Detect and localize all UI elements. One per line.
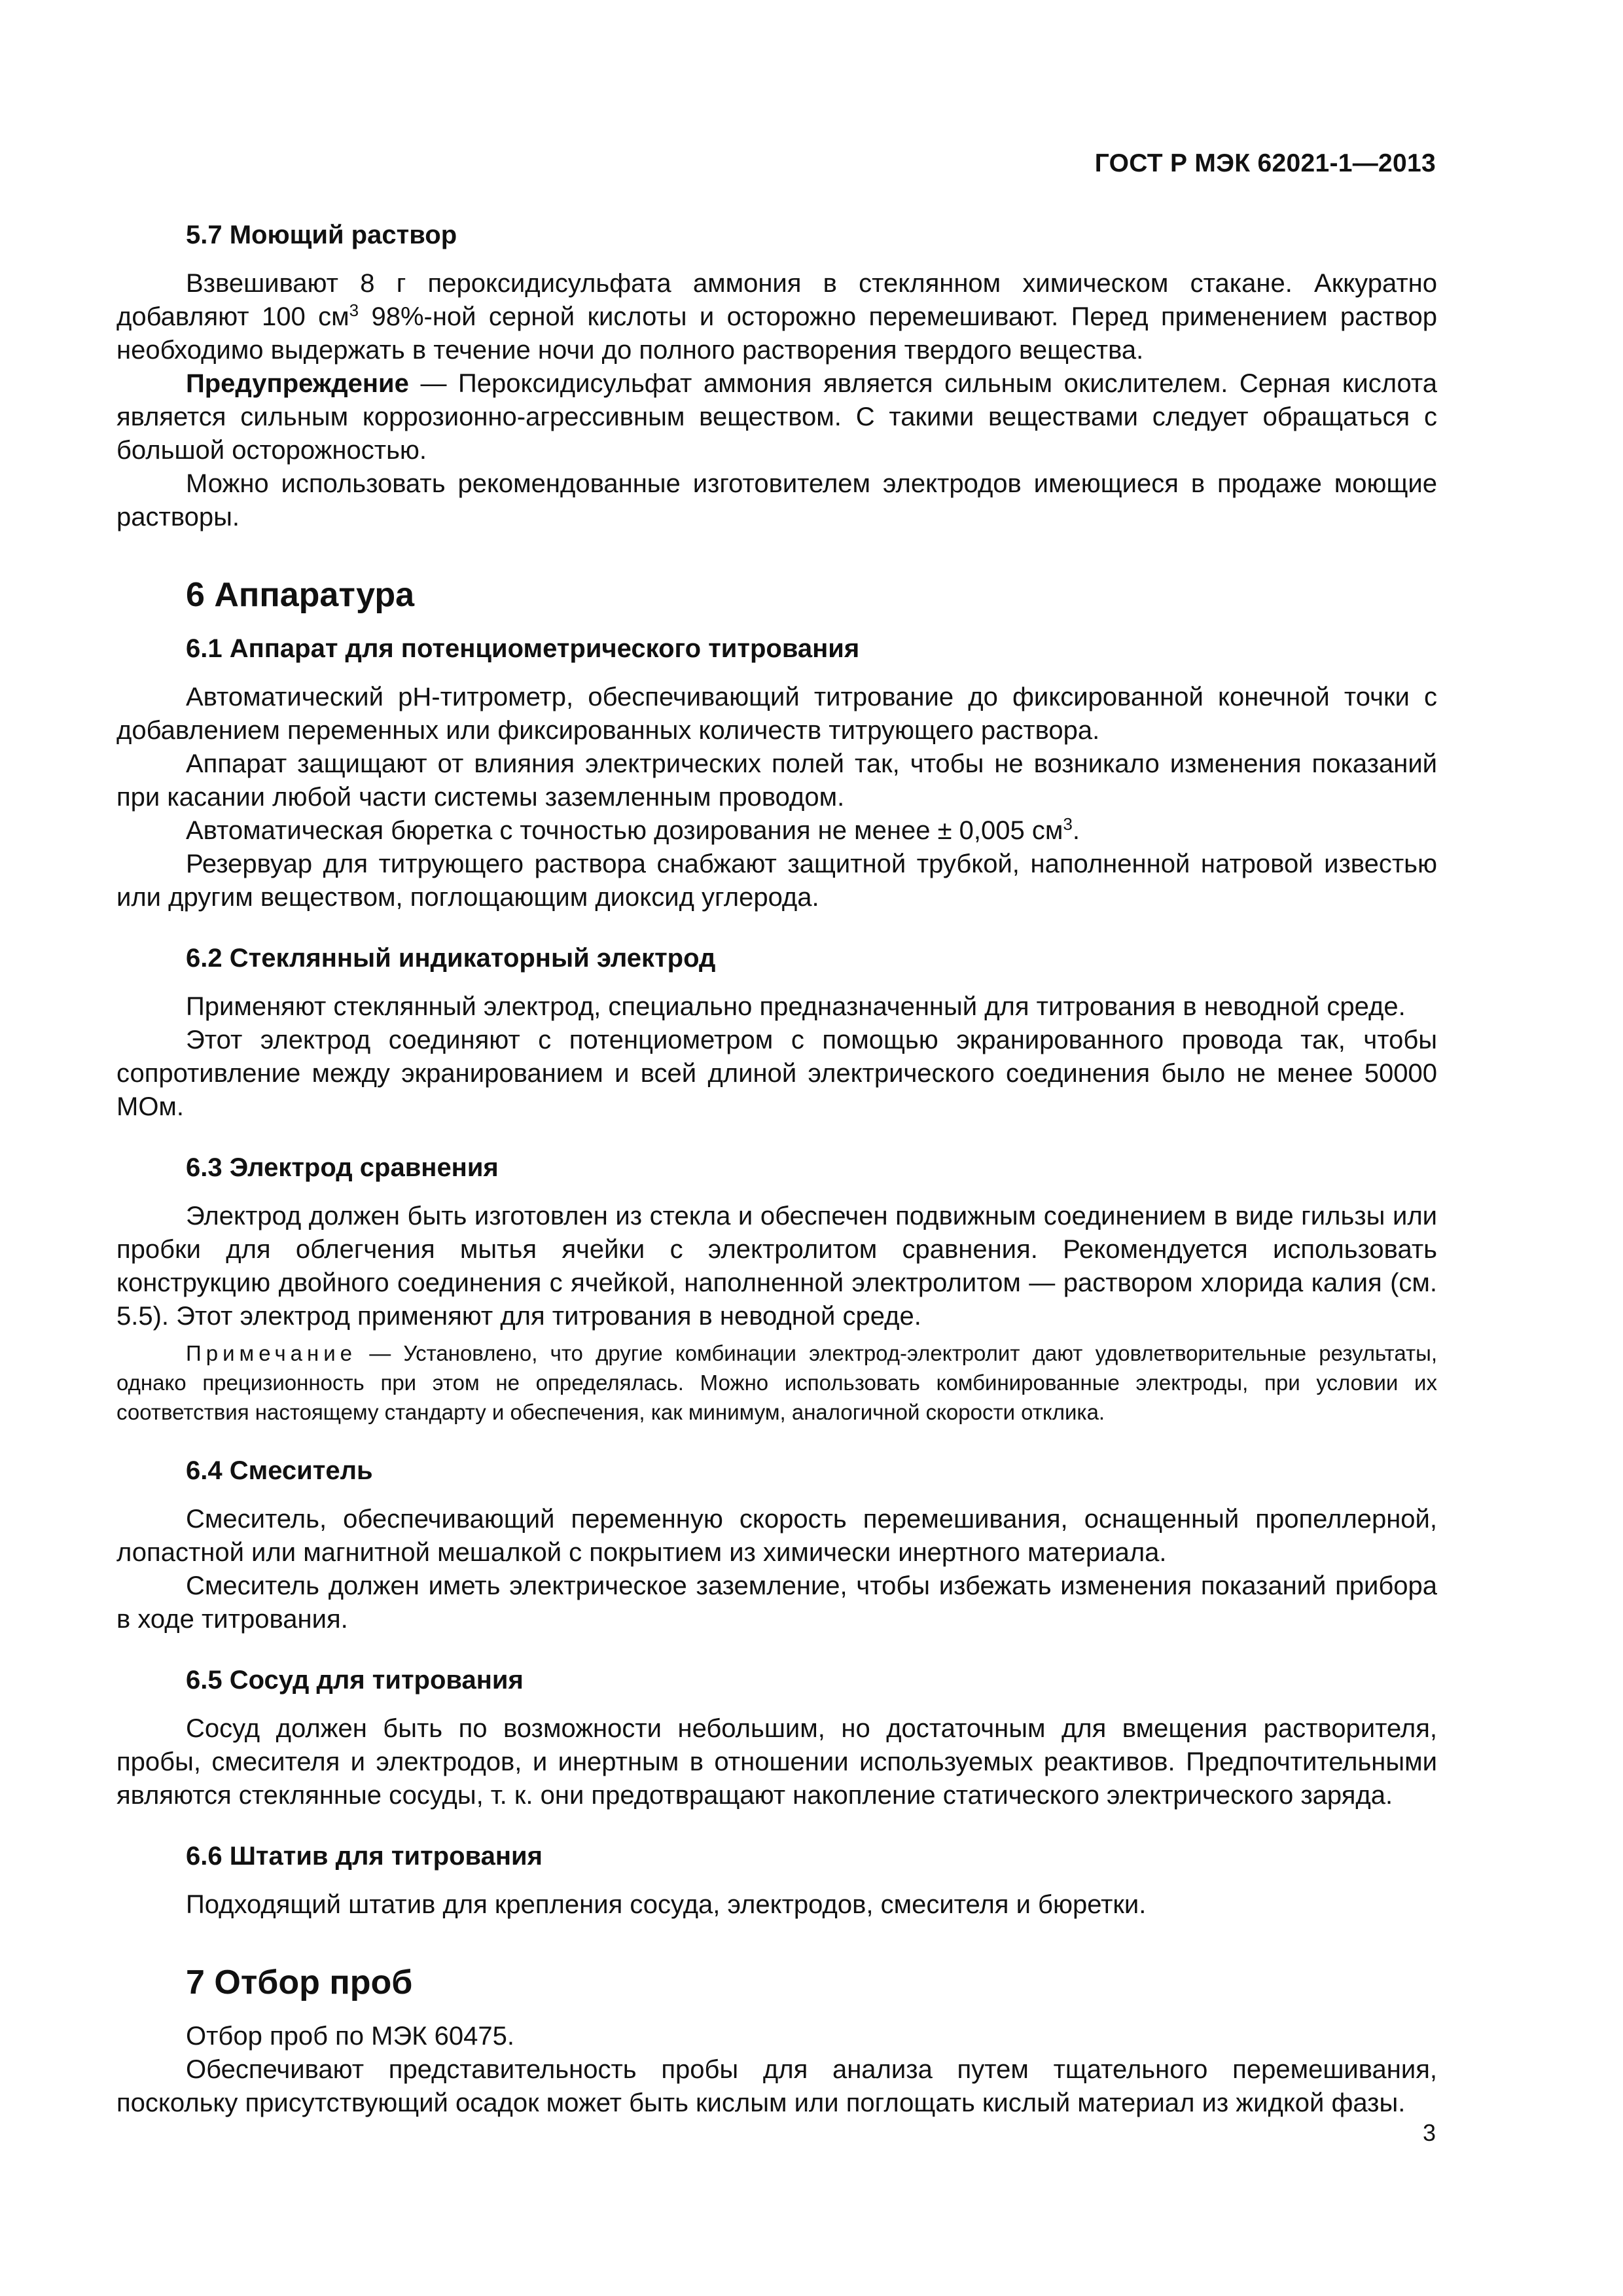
section-6-3-title: 6.3 Электрод сравнения	[186, 1153, 499, 1182]
note-text: — Установлено, что другие комбинации электрод-электролит дают удовлетворительные результаты, однако прецизионность при этом не определялась. Можно использовать комбинированные электроды, при условии их соответствия настоящему стандарту и обеспечения, как минимум, аналогичной скорости отклика.	[116, 1341, 1437, 1424]
section-6-2-paragraph-2: Этот электрод соединяют с потенциометром с помощью экранированного провода так, чтобы сопротивление между экранированием и всей длиной электрического соединения было не менее 50000 МОм.	[116, 1026, 1437, 1121]
section-6-1-paragraph-1: Автоматический pH-титрометр, обеспечивающий титрование до фиксированной конечной точки с добавлением переменных или фиксированных количеств титрующего раствора.	[116, 683, 1437, 745]
section-6-1-p3-text-b: .	[1072, 816, 1080, 845]
section-6-2-title: 6.2 Стеклянный индикаторный электрод	[186, 944, 716, 973]
page-content	[116, 219, 1437, 2120]
section-6-1-paragraph-2: Аппарат защищают от влияния электрических полей так, чтобы не возникало изменения показаний при касании любой части системы заземленным проводом.	[116, 749, 1437, 812]
warning-label: Предупреждение	[186, 369, 409, 398]
section-7-title: 7 Отбор проб	[186, 1964, 413, 2001]
superscript-3: 3	[1063, 814, 1073, 834]
warning-text: — Пероксидисульфат аммония является сильным окислителем. Серная кислота является сильным коррозионно-агрессивным веществом. С такими веществами следует обращаться с большой осторожностью.	[116, 369, 1437, 465]
page-number: 3	[1422, 2119, 1436, 2146]
section-5-7-paragraph-1	[116, 267, 1437, 367]
section-6-4-title: 6.4 Смеситель	[186, 1456, 373, 1485]
section-6-6-paragraph-1: Подходящий штатив для крепления сосуда, электродов, смесителя и бюретки.	[186, 1890, 1147, 1919]
section-6-5-paragraph-1: Сосуд должен быть по возможности небольшим, но достаточным для вмещения растворителя, пробы, смесителя и электродов, и инертным в отношении используемых реактивов. Предпочтительными являются стеклянные сосуды, т. к. они предотвращают накопление статического электрического заряда.	[116, 1714, 1437, 1810]
section-6-5-title: 6.5 Сосуд для титрования	[186, 1666, 524, 1695]
section-5-7-p1-text-b: 98%-ной серной кислоты и осторожно перемешивают. Перед применением раствор необходимо выдержать в течение ночи до полного растворения твердого вещества.	[116, 302, 1437, 365]
document-id-header: ГОСТ Р МЭК 62021-1—2013	[1094, 149, 1436, 177]
section-6-4-paragraph-2: Смеситель должен иметь электрическое заземление, чтобы избежать изменения показаний прибора в ходе титрования.	[116, 1571, 1437, 1634]
section-6-1-title: 6.1 Аппарат для потенциометрического титрования	[186, 634, 860, 663]
section-6-3-paragraph-1: Электрод должен быть изготовлен из стекла и обеспечен подвижным соединением в виде гильзы или пробки для облегчения мытья ячейки с электролитом сравнения. Рекомендуется использовать конструкцию двойного соединения с ячейкой, наполненной электролитом — раствором хлорида калия (см. 5.5). Этот электрод применяют для титрования в неводной среде.	[116, 1202, 1437, 1331]
superscript-3: 3	[349, 300, 359, 320]
section-6-1-paragraph-3	[116, 814, 1437, 848]
section-7-paragraph-1: Отбор проб по МЭК 60475.	[186, 2022, 514, 2051]
section-7-paragraph-2: Обеспечивают представительность пробы для анализа путем тщательного перемешивания, поскольку присутствующий осадок может быть кислым или поглощать кислый материал из жидкой фазы.	[116, 2055, 1437, 2117]
section-6-2-paragraph-1: Применяют стеклянный электрод, специально предназначенный для титрования в неводной среде.	[186, 992, 1406, 1021]
section-6-title: 6 Аппаратура	[186, 576, 415, 614]
section-6-1-paragraph-4: Резервуар для титрующего раствора снабжают защитной трубкой, наполненной натровой известью или другим веществом, поглощающим диоксид углерода.	[116, 850, 1437, 912]
section-5-7-paragraph-3: Можно использовать рекомендованные изготовителем электродов имеющиеся в продаже моющие растворы.	[116, 469, 1437, 531]
section-5-7-warning	[116, 367, 1437, 467]
section-6-4-paragraph-1: Смеситель, обеспечивающий переменную скорость перемешивания, оснащенный пропеллерной, лопастной или магнитной мешалкой с покрытием из химически инертного материала.	[116, 1505, 1437, 1567]
section-5-7-p1-text-a: Взвешивают 8 г пероксидисульфата аммония в стеклянном химическом стакане. Аккуратно добавляют 100 см	[116, 269, 1437, 331]
section-6-3-note	[116, 1338, 1437, 1427]
section-6-6-title: 6.6 Штатив для титрования	[186, 1842, 543, 1871]
section-6-1-p3-text-a: Автоматическая бюретка с точностью дозирования не менее ± 0,005 см	[186, 816, 1063, 845]
section-5-7-title: 5.7 Моющий раствор	[186, 221, 457, 249]
note-label: Примечание	[186, 1341, 357, 1365]
